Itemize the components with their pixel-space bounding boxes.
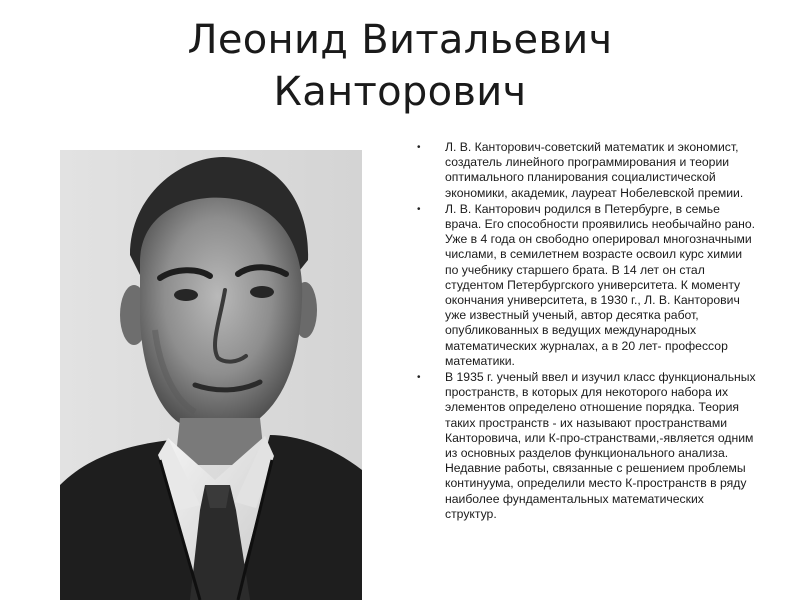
- bullet-item: [417, 370, 757, 522]
- bullet-list: [417, 140, 757, 523]
- bullet-item: [417, 202, 757, 369]
- bullet-dot-icon: •: [417, 203, 421, 215]
- title-line-surname: Канторович: [273, 69, 527, 115]
- slide-title: [0, 14, 800, 118]
- bullet-text: В 1935 г. ученый ввел и изучил класс функциональных пространств, в которых для некоторого набора их элементов определено отношение порядка. Теория таких пространств - их называют пространствами Канторовича, или К-про-странствами,-является одним из основных разделов функционального анализа. Недавние работы, связанные с решением проблемы континуума, определили место К-пространств в ряду наиболее фундаментальных математических структур.: [445, 370, 756, 521]
- bullet-text: Л. В. Канторович-советский математик и экономист, создатель линейного программирования и теории оптимального планирования социалистической экономики, академик, лауреат Нобелевской премии.: [445, 140, 744, 200]
- title-line-first-names: Леонид Витальевич: [187, 17, 613, 63]
- bullet-text: Л. В. Канторович родился в Петербурге, в семье врача. Его способности проявились необычайно рано. Уже в 4 года он свободно оперировал многозначными числами, в семилетнем возрасте освоил курс химии по учебнику старшего брата. В 14 лет он стал студентом Петербургского университета. К моменту окончания университета, в 1930 г., Л. В. Канторович уже известный ученый, автор десятка работ, опубликованных в ведущих международных математических журналах, а в 20 лет- профессор математики.: [445, 201, 756, 368]
- portrait-photo: [60, 150, 362, 600]
- bullet-dot-icon: •: [417, 372, 421, 384]
- bullet-dot-icon: •: [417, 142, 421, 153]
- bullet-item: [417, 140, 757, 201]
